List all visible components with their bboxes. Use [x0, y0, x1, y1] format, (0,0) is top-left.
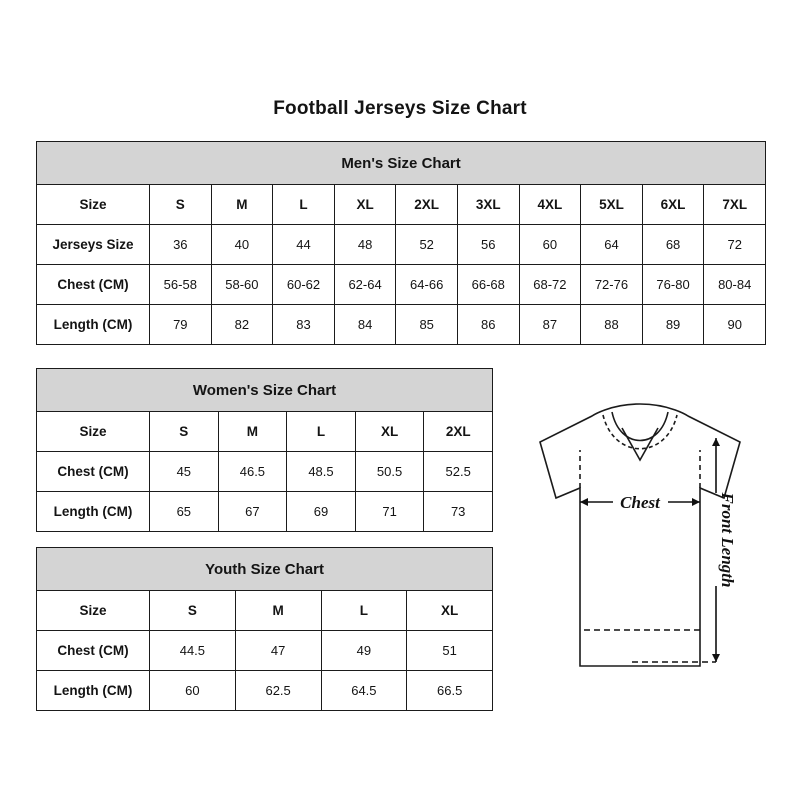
table-cell: 62-64 [334, 265, 396, 305]
table-cell: 72-76 [581, 265, 643, 305]
table-row [37, 631, 493, 671]
table-cell: 88 [581, 305, 643, 345]
shirt-outline-icon [540, 404, 740, 666]
table-cell: 52.5 [424, 452, 493, 492]
table-cell: 48.5 [287, 452, 356, 492]
table-cell: 36 [150, 225, 212, 265]
row-label: Chest (CM) [37, 631, 150, 671]
mens-size-table [36, 141, 766, 345]
table-row [37, 671, 493, 711]
table-cell: 67 [218, 492, 287, 532]
youth-size-chart-section [36, 547, 492, 711]
column-header: Size [37, 412, 150, 452]
table-cell: 87 [519, 305, 581, 345]
table-cell: 66.5 [407, 671, 493, 711]
column-header: L [273, 185, 335, 225]
table-cell: 68-72 [519, 265, 581, 305]
column-header: Size [37, 185, 150, 225]
table-cell: 64-66 [396, 265, 458, 305]
row-label: Jerseys Size [37, 225, 150, 265]
table-cell: 40 [211, 225, 273, 265]
table-header-row [37, 412, 493, 452]
table-cell: 64 [581, 225, 643, 265]
table-cell: 52 [396, 225, 458, 265]
row-label: Length (CM) [37, 492, 150, 532]
front-length-label: Front Length [718, 492, 737, 588]
womens-table-caption: Women's Size Chart [37, 369, 493, 412]
mens-table-caption: Men's Size Chart [37, 142, 766, 185]
table-cell: 72 [704, 225, 766, 265]
table-cell: 48 [334, 225, 396, 265]
table-row [37, 452, 493, 492]
column-header: XL [334, 185, 396, 225]
row-label: Chest (CM) [37, 265, 150, 305]
womens-size-chart-section [36, 368, 492, 532]
table-cell: 65 [150, 492, 219, 532]
table-cell: 66-68 [457, 265, 519, 305]
table-cell: 46.5 [218, 452, 287, 492]
table-cell: 51 [407, 631, 493, 671]
column-header: M [235, 591, 321, 631]
table-cell: 69 [287, 492, 356, 532]
table-cell: 82 [211, 305, 273, 345]
column-header: 2XL [424, 412, 493, 452]
table-cell: 49 [321, 631, 407, 671]
table-row [37, 305, 766, 345]
table-header-row [37, 185, 766, 225]
table-caption-row [37, 548, 493, 591]
table-cell: 80-84 [704, 265, 766, 305]
table-cell: 85 [396, 305, 458, 345]
table-cell: 47 [235, 631, 321, 671]
table-cell: 56-58 [150, 265, 212, 305]
table-cell: 44 [273, 225, 335, 265]
table-cell: 60-62 [273, 265, 335, 305]
column-header: Size [37, 591, 150, 631]
youth-table-caption: Youth Size Chart [37, 548, 493, 591]
column-header: S [150, 412, 219, 452]
chest-label: Chest [620, 493, 660, 512]
table-cell: 60 [150, 671, 236, 711]
column-header: 6XL [642, 185, 704, 225]
table-cell: 68 [642, 225, 704, 265]
column-header: S [150, 185, 212, 225]
table-row [37, 265, 766, 305]
column-header: L [321, 591, 407, 631]
row-label: Chest (CM) [37, 452, 150, 492]
table-cell: 58-60 [211, 265, 273, 305]
column-header: XL [407, 591, 493, 631]
column-header: 7XL [704, 185, 766, 225]
column-header: XL [355, 412, 424, 452]
jersey-measurement-diagram [500, 398, 780, 698]
column-header: S [150, 591, 236, 631]
column-header: M [211, 185, 273, 225]
table-cell: 45 [150, 452, 219, 492]
table-cell: 86 [457, 305, 519, 345]
table-cell: 83 [273, 305, 335, 345]
table-cell: 73 [424, 492, 493, 532]
table-header-row [37, 591, 493, 631]
column-header: L [287, 412, 356, 452]
column-header: 5XL [581, 185, 643, 225]
mens-size-chart-section [36, 141, 764, 345]
column-header: 2XL [396, 185, 458, 225]
table-cell: 71 [355, 492, 424, 532]
table-cell: 50.5 [355, 452, 424, 492]
table-cell: 76-80 [642, 265, 704, 305]
table-cell: 62.5 [235, 671, 321, 711]
table-caption-row [37, 142, 766, 185]
table-cell: 56 [457, 225, 519, 265]
column-header: 4XL [519, 185, 581, 225]
table-row [37, 492, 493, 532]
table-row [37, 225, 766, 265]
table-cell: 60 [519, 225, 581, 265]
table-cell: 89 [642, 305, 704, 345]
table-caption-row [37, 369, 493, 412]
table-cell: 79 [150, 305, 212, 345]
table-cell: 90 [704, 305, 766, 345]
page-title: Football Jerseys Size Chart [273, 98, 527, 119]
table-cell: 64.5 [321, 671, 407, 711]
row-label: Length (CM) [37, 305, 150, 345]
column-header: M [218, 412, 287, 452]
womens-size-table [36, 368, 493, 532]
row-label: Length (CM) [37, 671, 150, 711]
table-cell: 84 [334, 305, 396, 345]
youth-size-table [36, 547, 493, 711]
table-cell: 44.5 [150, 631, 236, 671]
column-header: 3XL [457, 185, 519, 225]
